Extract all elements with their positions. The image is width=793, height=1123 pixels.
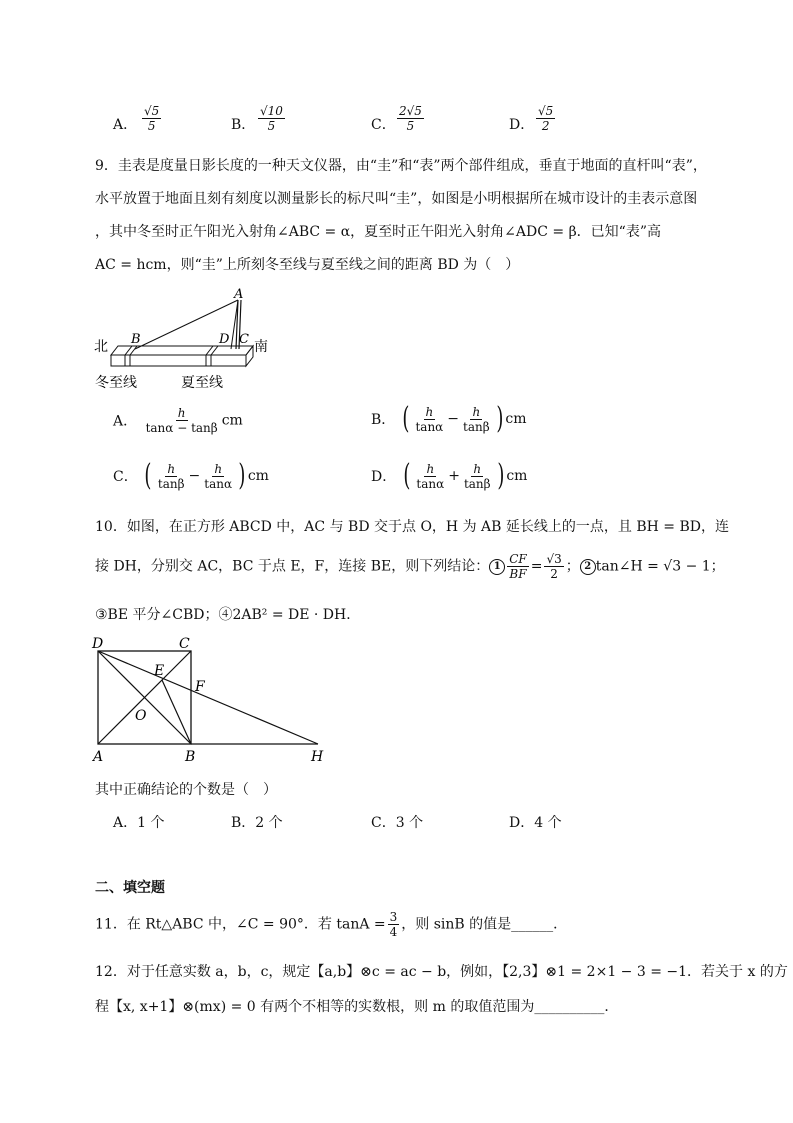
q9-slab-side	[246, 346, 253, 366]
q9-option-b-lparen: (	[402, 401, 410, 436]
q9-option-b-rparen: )	[496, 401, 504, 436]
q10-conclusion-2-marker: 2	[580, 559, 596, 575]
q9-option-d-op: +	[448, 468, 460, 484]
q9-label-b: B	[131, 332, 141, 347]
q10-line-1: 10．如图，在正方形 ABCD 中，AC 与 BD 交于点 O，H 为 AB 延长线上的一点，且 BH = BD，连	[95, 519, 729, 535]
q10-c1-den: BF	[509, 567, 527, 581]
q10-option-c: C．3 个	[371, 815, 424, 831]
q9-option-c	[113, 458, 269, 501]
q10-segment-be	[162, 680, 191, 744]
q9-option-a-fraction	[144, 406, 220, 435]
q8-option-d-fraction	[536, 104, 555, 133]
q11-den: 4	[389, 925, 398, 939]
q9-option-c-lparen: (	[144, 458, 152, 493]
q9-option-c-rparen: )	[238, 458, 246, 493]
q10-option-d: D．4 个	[509, 815, 562, 831]
q9-option-d-num2: h	[473, 461, 482, 476]
q10-label-a: A	[93, 749, 104, 765]
q9-line-1: 9．圭表是度量日影长度的一种天文仪器，由“圭”和“表”两个部件组成，垂直于地面的直杆叫“表”，	[95, 158, 707, 174]
q9-option-d-rparen: )	[496, 458, 504, 493]
q9-option-b-num1: h	[425, 404, 434, 419]
q9-option-a-unit: cm	[221, 412, 243, 429]
q11-pre: 11．在 Rt△ABC 中，∠C = 90°．若 tanA =	[95, 916, 386, 933]
q9-option-d-num1: h	[426, 461, 435, 476]
q8-option-d-num: √5	[538, 104, 554, 118]
q9-label-c: C	[239, 332, 249, 347]
q10-segment-dh	[98, 651, 318, 744]
q10-conclusion-1-marker: 1	[489, 559, 505, 575]
q11-fraction	[388, 910, 400, 939]
q9-option-c-den1: tanβ	[157, 476, 185, 491]
q10-c2-text: tan∠H = √3 − 1；	[595, 558, 725, 575]
q10-c1-left-fraction	[507, 552, 529, 581]
q9-option-d	[371, 458, 528, 501]
q8-options	[0, 104, 793, 144]
q10-option-b: B．2 个	[231, 815, 283, 831]
q9-option-c-frac-1	[156, 462, 187, 491]
q8-option-a-label: A．	[113, 117, 138, 133]
q9-option-a-label: A．	[113, 413, 138, 430]
q9-option-b-num2: h	[472, 404, 481, 419]
q9-option-b-unit: cm	[505, 411, 527, 427]
q9-option-d-den2: tanβ	[463, 476, 491, 491]
q8-option-c-label: C．	[371, 117, 396, 133]
q9-option-c-num2: h	[214, 461, 223, 476]
q9-option-c-num1: h	[167, 461, 176, 476]
q9-option-d-frac-1	[414, 462, 446, 491]
q10-label-o: O	[135, 708, 147, 724]
q9-option-b-den2: tanβ	[463, 419, 490, 434]
q10-label-h: H	[311, 749, 324, 765]
q8-option-a-num: √5	[144, 104, 160, 118]
q10-c1-rden: 2	[550, 567, 558, 581]
q10-square-figure	[88, 633, 338, 768]
q10-label-c: C	[179, 636, 190, 652]
q9-option-b	[371, 401, 527, 444]
q9-line-4: AC = hcm，则“圭”上所刻冬至线与夏至线之间的距离 BD 为（ ）	[95, 257, 520, 273]
section-title-fill-in: 二、填空题	[95, 880, 165, 896]
q8-option-a-den: 5	[147, 119, 156, 133]
q9-option-c-unit: cm	[247, 468, 269, 484]
q8-option-b-fraction	[258, 104, 285, 133]
q9-option-d-unit: cm	[506, 468, 528, 484]
q8-option-d-label: D．	[509, 117, 535, 133]
q12-line-2: 程【x, x+1】⊗(mx) = 0 有两个不相等的实数根，则 m 的取值范围为__________．	[95, 999, 619, 1015]
q9-option-c-den2: tanα	[204, 476, 233, 491]
q9-option-a	[113, 406, 243, 446]
q9-option-c-frac-2	[202, 462, 234, 491]
q9-gnomon-figure	[88, 285, 288, 395]
q9-label-d: D	[219, 332, 230, 347]
q11-line	[95, 910, 567, 950]
q9-option-c-label: C．	[113, 469, 138, 485]
q9-label-a: A	[234, 287, 244, 302]
q9-option-b-label: B．	[371, 412, 396, 428]
q10-line-2-text: 接 DH，分别交 AC，BC 于点 E，F，连接 BE，则下列结论：	[95, 558, 490, 575]
q10-c1-rnum: √3	[546, 552, 562, 566]
q9-slab-front	[111, 355, 246, 366]
q9-label-south: 南	[254, 339, 268, 355]
q9-label-summer-line: 夏至线	[181, 375, 223, 391]
q9-option-d-den1: tanα	[416, 476, 445, 491]
q9-line-2: 水平放置于地面且刻有刻度以测量影长的标尺叫“圭”，如图是小明根据所在城市设计的圭表示意图	[95, 191, 698, 207]
q10-label-f: F	[195, 679, 205, 695]
q8-option-c-fraction	[397, 104, 424, 133]
q9-option-b-frac-2	[461, 405, 492, 434]
q9-line-3: ，其中冬至时正午阳光入射角∠ABC = α，夏至时正午阳光入射角∠ADC = β．已知“表”高	[95, 224, 662, 240]
q9-option-b-den1: tanα	[415, 419, 444, 434]
q10-c1-num: CF	[509, 552, 527, 566]
q10-line-2: 接 DH，分别交 AC，BC 于点 E，F，连接 BE，则下列结论： 1 $\frac{CF}{BF}$ = $\frac{√3}{2}$ ； 2 tan∠H = √3 − 1；	[95, 552, 725, 581]
q8-option-c-num: 2√5	[399, 104, 422, 118]
q10-label-e: E	[154, 663, 165, 679]
q10-option-a: A．1 个	[113, 815, 165, 831]
q8-option-b-label: B．	[231, 117, 256, 133]
q9-option-b-frac-1	[413, 405, 445, 434]
q10-c1-right-fraction	[544, 552, 563, 581]
q9-option-d-label: D．	[371, 469, 397, 485]
q10-line-3: ③BE 平分∠CBD；④2AB² = DE · DH．	[95, 607, 361, 623]
q11-post: ，则 sinB 的值是______．	[401, 916, 568, 933]
q12-line-1: 12．对于任意实数 a，b，c，规定【a,b】⊗c = ac − b，例如，【2,3】⊗1 = 2×1 − 3 = −1．若关于 x 的方	[95, 964, 788, 980]
q9-label-winter-line: 冬至线	[95, 375, 137, 391]
q8-option-d-den: 2	[541, 119, 550, 133]
q9-option-a-den: tanα − tanβ	[145, 421, 218, 435]
q9-option-c-op: −	[188, 468, 201, 484]
q8-option-c-den: 5	[406, 119, 415, 133]
q10-question: 其中正确结论的个数是（ ）	[95, 782, 277, 798]
q9-option-b-op: −	[447, 411, 460, 427]
q11-num: 3	[389, 910, 398, 924]
q9-option-d-frac-2	[462, 462, 493, 491]
q10-label-b: B	[185, 749, 196, 765]
q10-label-d: D	[92, 636, 104, 652]
q8-option-b-num: √10	[260, 104, 283, 118]
q9-option-a-num: h	[177, 406, 186, 420]
q8-option-a-fraction	[142, 104, 161, 133]
q10-c1-eq: =	[530, 558, 543, 575]
q8-option-b-den: 5	[267, 119, 276, 133]
q9-option-d-lparen: (	[403, 458, 411, 493]
q9-label-north: 北	[94, 339, 108, 355]
